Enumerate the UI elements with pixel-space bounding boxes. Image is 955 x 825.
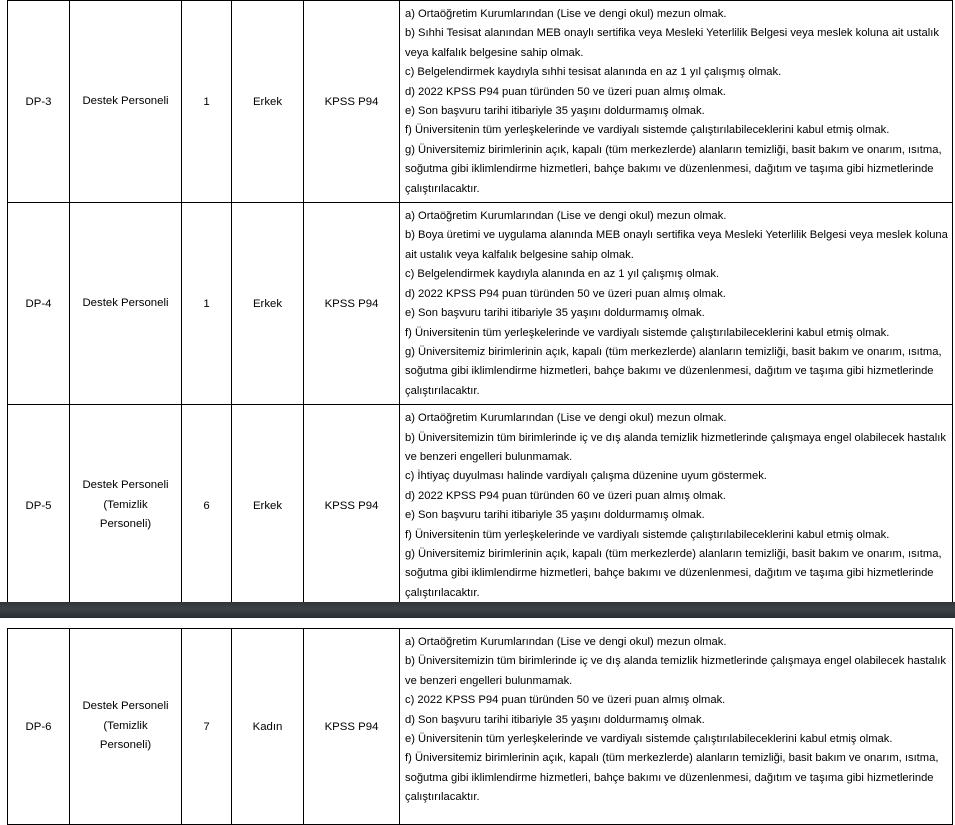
position-count: 1: [182, 1, 232, 203]
requirement-line: g) Üniversitemiz birimlerinin açık, kapalı (tüm merkezlerde) alanların temizliği, basit bakım ve onarım, ısıtma,: [405, 547, 942, 560]
position-code: DP-3: [8, 1, 70, 203]
requirement-line: f) Üniversitemiz birimlerinin açık, kapalı (tüm merkezlerde) alanların temizliği, basit bakım ve onarım, ısıtma,: [405, 752, 939, 765]
requirement-line: a) Ortaöğretim Kurumlarından (Lise ve dengi okul) mezun olmak.: [405, 412, 727, 425]
requirement-line: b) Üniversitemizin tüm birimlerinde iç ve dış alanda temizlik hizmetlerinde çalışmaya engel olabilecek hastalık: [405, 655, 946, 668]
requirement-line: c) Belgelendirmek kaydıyla alanında en az 1 yıl çalışmış olmak.: [405, 268, 720, 281]
requirements-cell: [400, 1, 953, 203]
requirement-line: g) Üniversitemiz birimlerinin açık, kapalı (tüm merkezlerde) alanların temizliği, basit bakım ve onarım, ısıtma,: [405, 345, 942, 358]
requirement-line: soğutma gibi iklimlendirme hizmetleri, bahçe bakımı ve düzenlenmesi, dağıtım ve taşıma gibi hizmetlerinde: [405, 365, 934, 378]
position-code: DP-4: [8, 203, 70, 405]
requirement-line: c) 2022 KPSS P94 puan türünden 50 ve üzeri puan almış olmak.: [405, 694, 726, 707]
requirement-line: a) Ortaöğretim Kurumlarından (Lise ve dengi okul) mezun olmak.: [405, 8, 727, 20]
position-gender: Erkek: [232, 405, 304, 607]
position-gender: Erkek: [232, 203, 304, 405]
position-count: 6: [182, 405, 232, 607]
position-exam: KPSS P94: [304, 1, 400, 203]
requirement-line: çalıştırılacaktır.: [405, 384, 480, 397]
position-title-text: Destek Personeli (Temizlik Personeli): [82, 700, 169, 752]
requirement-line: ve benzeri engelleri bulunmamak.: [405, 450, 573, 463]
requirement-line: soğutma gibi iklimlendirme hizmetleri, bahçe bakımı ve düzenlenmesi, dağıtım ve taşıma gibi hizmetlerinde: [405, 771, 934, 784]
requirement-line: soğutma gibi iklimlendirme hizmetleri, bahçe bakımı ve düzenlenmesi, dağıtım ve taşıma gibi hizmetlerinde: [405, 163, 934, 176]
position-title: [70, 203, 182, 405]
position-count: 7: [182, 629, 232, 825]
position-code: DP-5: [8, 405, 70, 607]
position-title-text: Destek Personeli (Temizlik Personeli): [82, 479, 169, 531]
requirement-line: ve benzeri engelleri bulunmamak.: [405, 674, 573, 687]
requirement-line: ait ustalık veya kalfalık belgesine sahip olmak.: [405, 248, 634, 261]
position-gender: Erkek: [232, 1, 304, 203]
requirement-line: a) Ortaöğretim Kurumlarından (Lise ve dengi okul) mezun olmak.: [405, 210, 727, 223]
requirements-cell: [400, 203, 953, 405]
table-row: [8, 1, 953, 203]
requirement-line: b) Üniversitemizin tüm birimlerinde iç ve dış alanda temizlik hizmetlerinde çalışmaya engel olabilecek hastalık: [405, 431, 946, 444]
requirement-line: e) Son başvuru tarihi itibariyle 35 yaşını doldurmamış olmak.: [405, 307, 705, 320]
position-gender: Kadın: [232, 629, 304, 825]
requirement-line: d) Son başvuru tarihi itibariyle 35 yaşını doldurmamış olmak.: [405, 713, 705, 726]
positions-table-bottom: [7, 628, 953, 825]
page-separator: [0, 602, 955, 618]
requirements-cell: [400, 629, 953, 825]
requirements-cell: [400, 405, 953, 607]
requirement-line: c) Belgelendirmek kaydıyla sıhhi tesisat alanında en az 1 yıl çalışmış olmak.: [405, 66, 782, 79]
requirement-line: d) 2022 KPSS P94 puan türünden 50 ve üzeri puan almış olmak.: [405, 85, 726, 98]
positions-table-top: [7, 0, 953, 607]
requirement-line: f) Üniversitenin tüm yerleşkelerinde ve vardiyalı sistemde çalıştırılabileceklerini kabul etmiş olmak.: [405, 528, 890, 541]
requirement-line: b) Sıhhi Tesisat alanından MEB onaylı sertifika veya Mesleki Yeterlilik Belgesi veya meslek koluna ait ustalık: [405, 27, 939, 40]
requirement-line: f) Üniversitenin tüm yerleşkelerinde ve vardiyalı sistemde çalıştırılabileceklerini kabul etmiş olmak.: [405, 124, 890, 137]
table-row: [8, 405, 953, 607]
position-title-text: Destek Personeli: [82, 296, 169, 309]
table-row: [8, 203, 953, 405]
position-exam: KPSS P94: [304, 203, 400, 405]
position-title-text: Destek Personeli: [82, 94, 169, 107]
requirement-line: c) İhtiyaç duyulması halinde vardiyalı çalışma düzenine uyum göstermek.: [405, 470, 767, 483]
requirement-line: e) Son başvuru tarihi itibariyle 35 yaşını doldurmamış olmak.: [405, 105, 705, 118]
requirement-line: çalıştırılacaktır.: [405, 791, 480, 804]
requirement-line: çalıştırılacaktır.: [405, 586, 480, 599]
requirement-line: e) Son başvuru tarihi itibariyle 35 yaşını doldurmamış olmak.: [405, 509, 705, 522]
requirement-line: çalıştırılacaktır.: [405, 182, 480, 195]
position-exam: KPSS P94: [304, 405, 400, 607]
position-title: [70, 1, 182, 203]
position-title: [70, 629, 182, 825]
requirement-line: d) 2022 KPSS P94 puan türünden 50 ve üzeri puan almış olmak.: [405, 287, 726, 300]
requirement-line: f) Üniversitenin tüm yerleşkelerinde ve vardiyalı sistemde çalıştırılabileceklerini kabul etmiş olmak.: [405, 326, 890, 339]
requirement-line: b) Boya üretimi ve uygulama alanında MEB onaylı sertifika veya Mesleki Yeterlilik Belgesi veya meslek koluna: [405, 229, 948, 242]
position-code: DP-6: [8, 629, 70, 825]
requirement-line: veya kalfalık belgesine sahip olmak.: [405, 46, 584, 59]
requirement-line: e) Üniversitenin tüm yerleşkelerinde ve vardiyalı sistemde çalıştırılabileceklerini kabul etmiş olmak.: [405, 733, 893, 746]
position-title: [70, 405, 182, 607]
requirement-line: g) Üniversitemiz birimlerinin açık, kapalı (tüm merkezlerde) alanların temizliği, basit bakım ve onarım, ısıtma,: [405, 143, 942, 156]
requirement-line: d) 2022 KPSS P94 puan türünden 60 ve üzeri puan almış olmak.: [405, 489, 726, 502]
requirement-line: a) Ortaöğretim Kurumlarından (Lise ve dengi okul) mezun olmak.: [405, 636, 727, 648]
position-exam: KPSS P94: [304, 629, 400, 825]
requirement-line: soğutma gibi iklimlendirme hizmetleri, bahçe bakımı ve düzenlenmesi, dağıtım ve taşıma gibi hizmetlerinde: [405, 567, 934, 580]
table-row: [8, 629, 953, 825]
position-count: 1: [182, 203, 232, 405]
